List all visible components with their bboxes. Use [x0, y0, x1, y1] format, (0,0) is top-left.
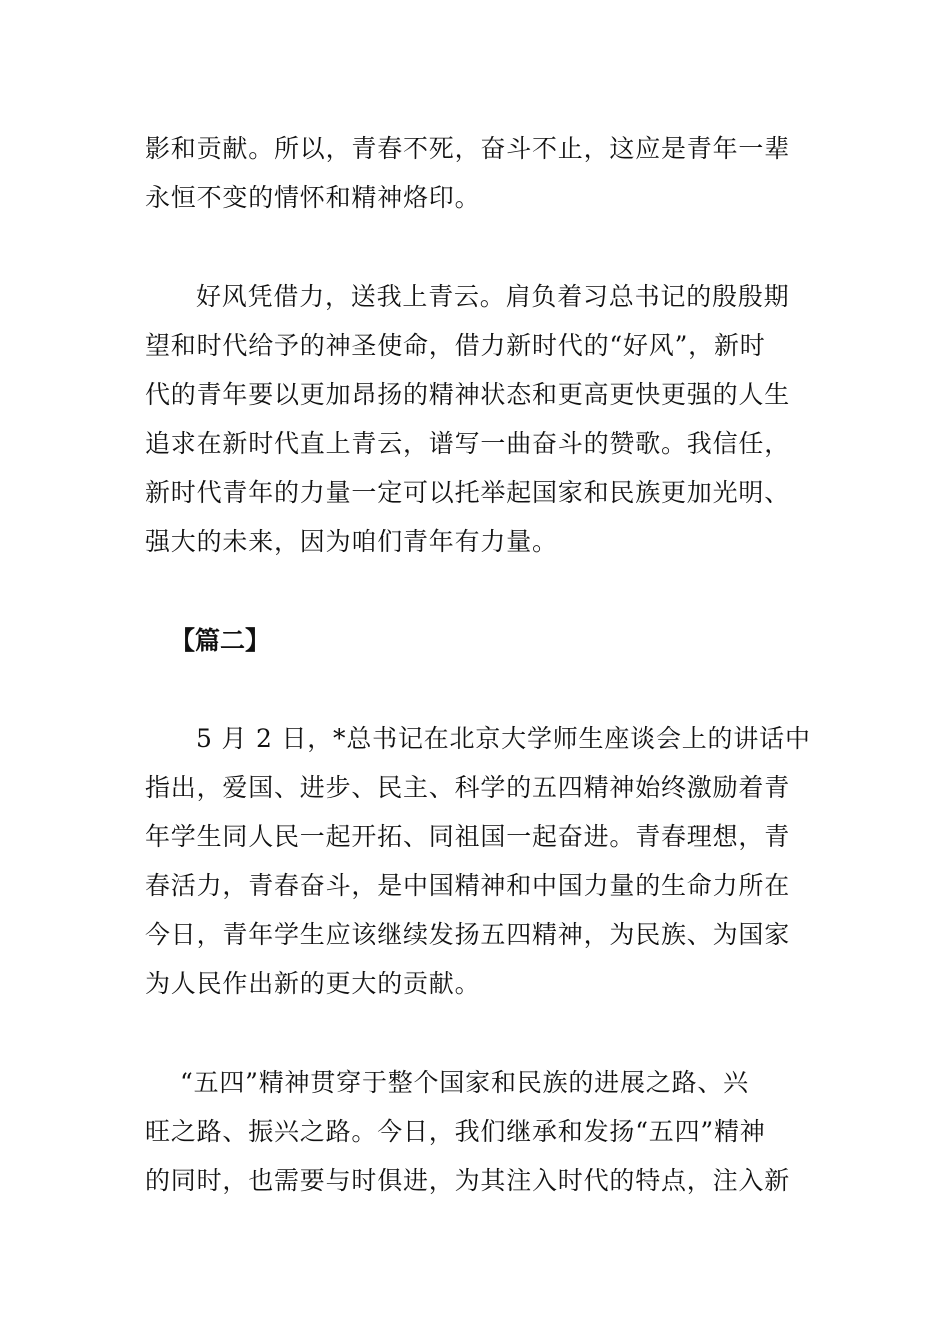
text-line: 强大的未来，因为咱们青年有力量。 — [145, 527, 558, 556]
text-line: 的同时，也需要与时俱进，为其注入时代的特点，注入新 — [145, 1166, 791, 1195]
text-line: 指出，爱国、进步、民主、科学的五四精神始终激励着青 — [145, 773, 791, 802]
section-heading: 【篇二】 — [170, 626, 271, 655]
text-line: 永恒不变的情怀和精神烙印。 — [145, 183, 481, 212]
text-line: “五四”精神贯穿于整个国家和民族的进展之路、兴 — [180, 1068, 749, 1097]
text-line: 好风凭借力，送我上青云。肩负着习总书记的殷殷期 — [196, 282, 790, 311]
text-line: 春活力，青春奋斗，是中国精神和中国力量的生命力所在 — [145, 871, 791, 900]
text-line: 旺之路、振兴之路。今日，我们继承和发扬“五四”精神 — [145, 1117, 766, 1146]
text-line: 影和贡献。所以，青春不死，奋斗不止，这应是青年一辈 — [145, 134, 791, 163]
text-line: 今日，青年学生应该继续发扬五四精神，为民族、为国家 — [145, 920, 791, 949]
text-line: 5 月 2 日，*总书记在北京大学师生座谈会上的讲话中 — [196, 724, 811, 753]
text-line: 为人民作出新的更大的贡献。 — [145, 969, 481, 998]
text-line: 年学生同人民一起开拓、同祖国一起奋进。青春理想，青 — [145, 822, 791, 851]
text-line: 追求在新时代直上青云，谱写一曲奋斗的赞歌。我信任， — [145, 429, 791, 458]
text-line: 望和时代给予的神圣使命，借力新时代的“好风”，新时 — [145, 331, 766, 360]
text-line: 新时代青年的力量一定可以托举起国家和民族更加光明、 — [145, 478, 791, 507]
text-line: 代的青年要以更加昂扬的精神状态和更高更快更强的人生 — [145, 380, 791, 409]
